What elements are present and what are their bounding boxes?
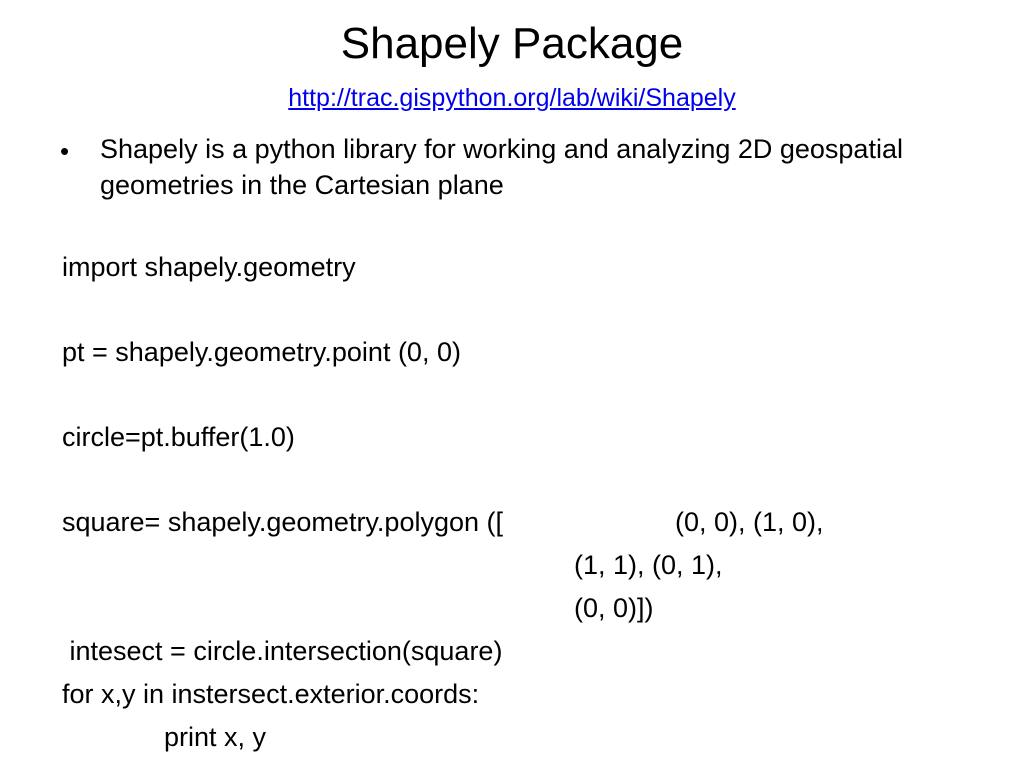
code-for-line: for x,y in instersect.exterior.coords: — [62, 679, 480, 709]
code-square-pair-2: (1, 1), (0, 1), — [574, 550, 723, 580]
code-square-pair-3: (0, 0)]) — [574, 593, 654, 623]
code-square-start: square= shapely.geometry.polygon ([ — [62, 507, 504, 537]
bullet-marker: • — [60, 136, 70, 166]
code-square-pair-1: (0, 0), (1, 0), — [675, 507, 824, 537]
slide-title: Shapely Package — [340, 19, 684, 68]
shapely-wiki-link[interactable]: http://trac.gispython.org/lab/wiki/Shapely — [288, 84, 736, 112]
code-intersect-line: intesect = circle.intersection(square) — [62, 636, 503, 666]
code-print-line: print x, y — [164, 722, 267, 752]
bullet-description: Shapely is a python library for working and analyzing 2D geospatial geometries in the Cartesian plane — [100, 134, 903, 200]
code-point-line: pt = shapely.geometry.point (0, 0) — [62, 337, 461, 367]
code-import-line: import shapely.geometry — [62, 252, 356, 282]
code-circle-line: circle=pt.buffer(1.0) — [62, 422, 295, 452]
